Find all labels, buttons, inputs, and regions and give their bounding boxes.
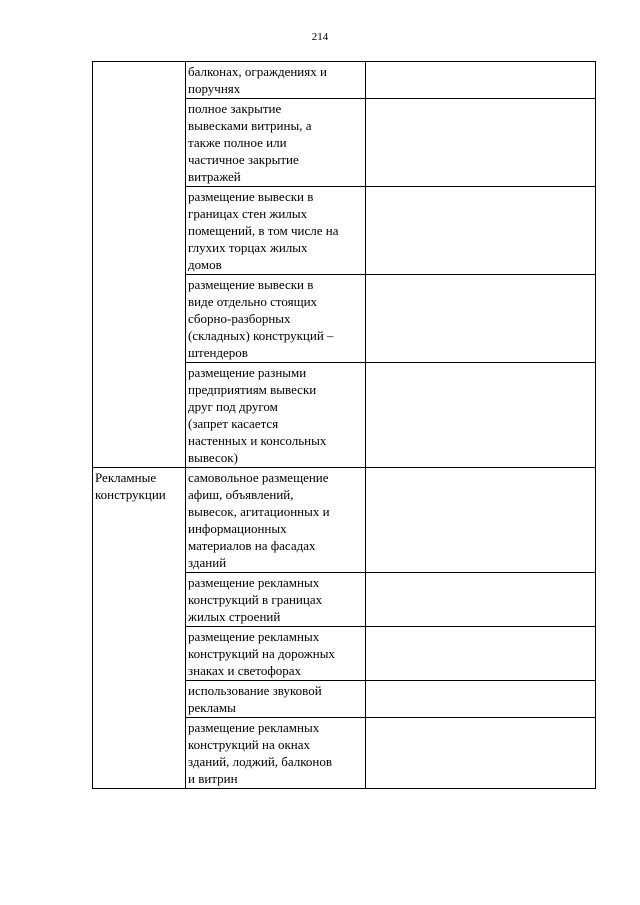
description-cell: размещение вывески в виде отдельно стоящих сборно-разборных (складных) конструкций – штендеров [186,275,366,363]
note-cell [366,275,596,363]
description-cell: размещение вывески в границах стен жилых помещений, в том числе на глухих торцах жилых домов [186,187,366,275]
page-number: 214 [311,31,329,43]
description-cell: размещение рекламных конструкций в границах жилых строений [186,573,366,627]
note-cell [366,718,596,789]
description-cell: полное закрытие вывесками витрины, а также полное или частичное закрытие витражей [186,99,366,187]
note-cell [366,573,596,627]
note-cell [366,187,596,275]
description-cell: размещение разными предприятиям вывески друг под другом (запрет касается настенных и консольных вывесок) [186,363,366,468]
description-cell: самовольное размещение афиш, объявлений, вывесок, агитационных и информационных материалов на фасадах зданий [186,468,366,573]
description-cell: размещение рекламных конструкций на дорожных знаках и светофорах [186,627,366,681]
table-row [93,62,596,99]
note-cell [366,468,596,573]
restrictions-table [92,61,596,789]
category-cell [93,62,186,468]
note-cell [366,627,596,681]
note-cell [366,681,596,718]
description-cell: балконах, ограждениях и поручнях [186,62,366,99]
note-cell [366,363,596,468]
table-row [93,468,596,573]
note-cell [366,99,596,187]
description-cell: использование звуковой рекламы [186,681,366,718]
category-cell: Рекламные конструкции [93,468,186,789]
description-cell: размещение рекламных конструкций на окнах зданий, лоджий, балконов и витрин [186,718,366,789]
note-cell [366,62,596,99]
